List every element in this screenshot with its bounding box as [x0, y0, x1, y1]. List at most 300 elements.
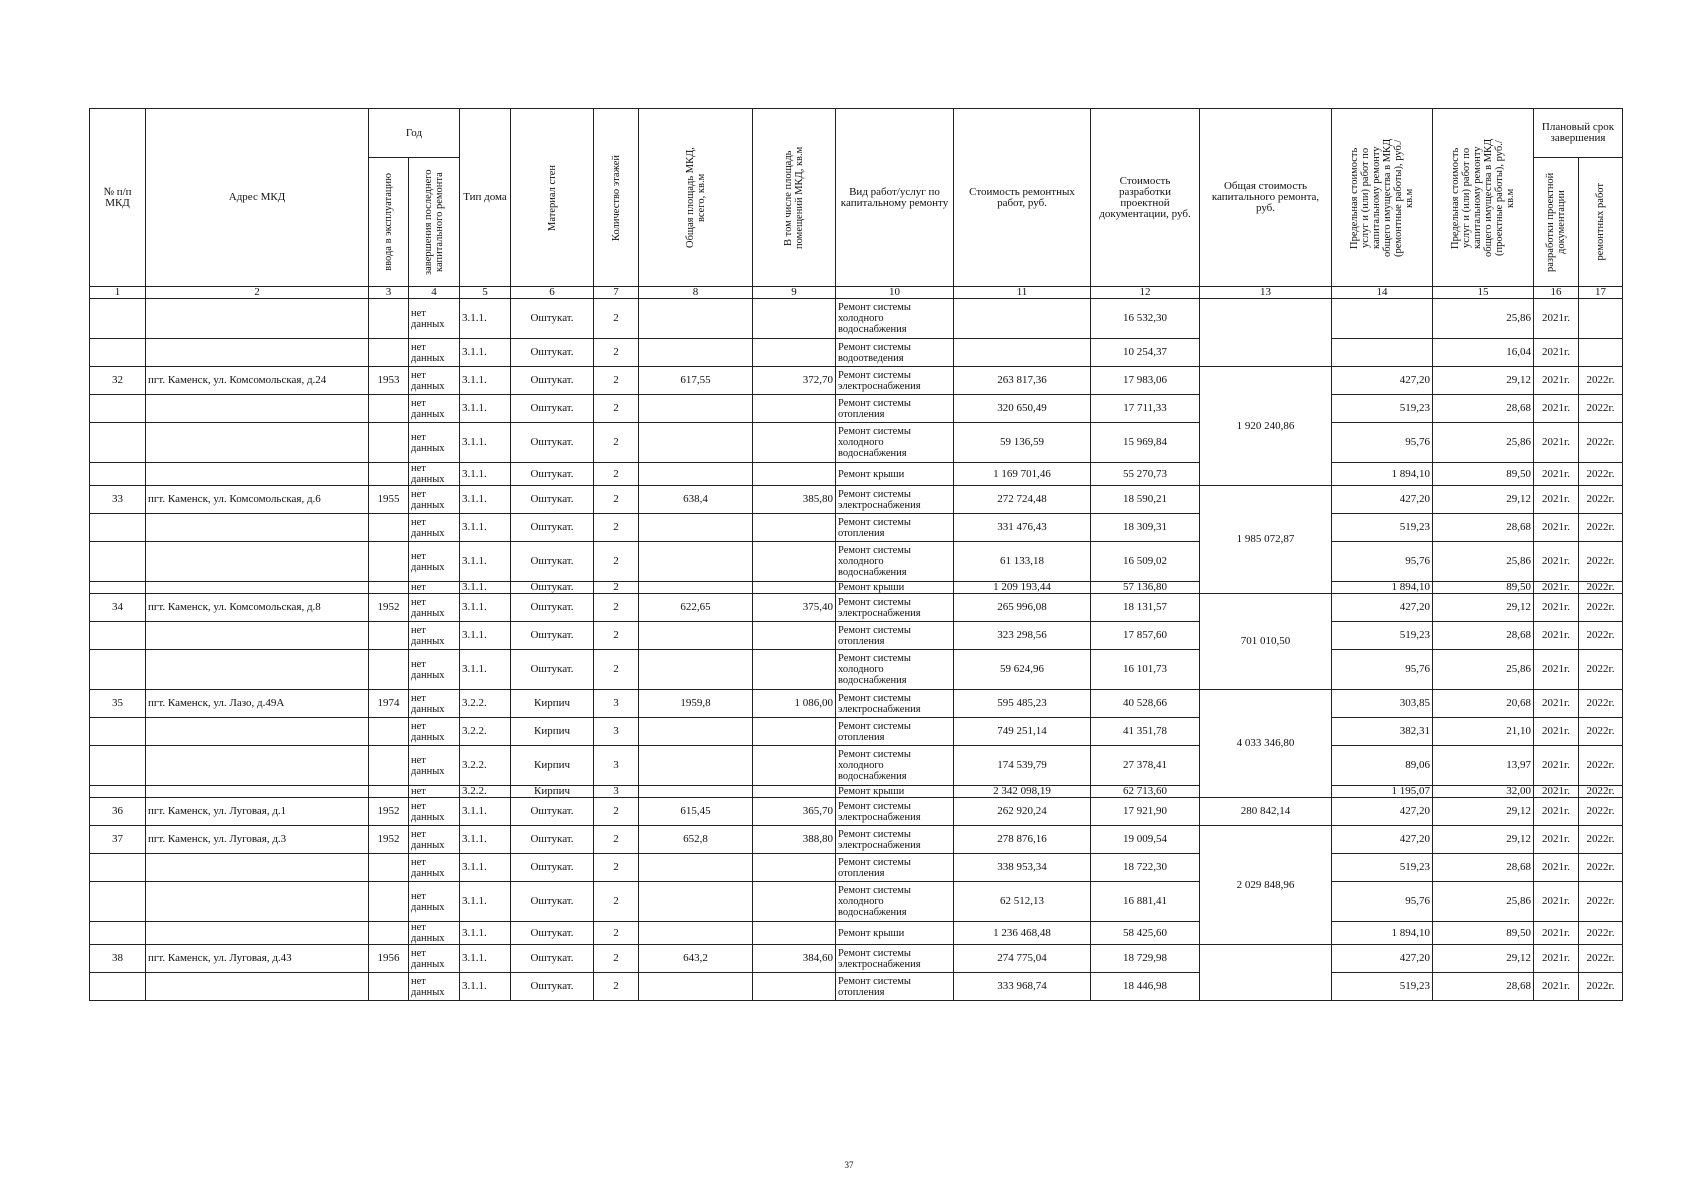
table-header — [90, 109, 1623, 299]
cell-floors: 2 — [594, 299, 639, 339]
cell-floors: 2 — [594, 622, 639, 650]
cell-design-cost: 57 136,80 — [1091, 582, 1200, 594]
cell-design-cost: 16 509,02 — [1091, 542, 1200, 582]
cell-limit-repair: 519,23 — [1332, 622, 1433, 650]
cell-repair-cost: 278 876,16 — [954, 826, 1091, 854]
cell-premises-area — [753, 922, 836, 945]
cell-mkd-number — [90, 463, 146, 486]
cell-limit-repair: 1 894,10 — [1332, 922, 1433, 945]
cell-repair-cost: 323 298,56 — [954, 622, 1091, 650]
cell-commissioning-year — [369, 542, 409, 582]
table-row — [90, 690, 1623, 718]
column-number-cell: 8 — [639, 287, 753, 299]
cell-address — [146, 973, 369, 1001]
cell-total-area — [639, 650, 753, 690]
cell-premises-area — [753, 395, 836, 423]
cell-premises-area: 365,70 — [753, 798, 836, 826]
cell-repair-cost: 1 209 193,44 — [954, 582, 1091, 594]
header-plan-repair-text: ремонтных работ — [1595, 183, 1606, 261]
cell-work-type: Ремонт системы холодного водоснабжения — [836, 423, 954, 463]
cell-premises-area: 1 086,00 — [753, 690, 836, 718]
cell-work-type: Ремонт системы электроснабжения — [836, 798, 954, 826]
cell-limit-design: 25,86 — [1433, 542, 1534, 582]
cell-repair-cost: 272 724,48 — [954, 486, 1091, 514]
cell-total-cost: 701 010,50 — [1200, 594, 1332, 690]
cell-total-cost — [1200, 299, 1332, 367]
cell-house-type: 3.2.2. — [460, 690, 511, 718]
cell-total-area: 643,2 — [639, 945, 753, 973]
cell-address — [146, 622, 369, 650]
cell-address — [146, 299, 369, 339]
table-row — [90, 367, 1623, 395]
cell-plan-design: 2021г. — [1534, 423, 1579, 463]
cell-last-repair: нет — [409, 582, 460, 594]
cell-limit-design: 32,00 — [1433, 786, 1534, 798]
column-number-cell: 11 — [954, 287, 1091, 299]
cell-design-cost: 27 378,41 — [1091, 746, 1200, 786]
cell-repair-cost: 61 133,18 — [954, 542, 1091, 582]
cell-repair-cost: 62 512,13 — [954, 882, 1091, 922]
cell-last-repair: нет данных — [409, 463, 460, 486]
header-year-group: Год — [369, 109, 460, 158]
cell-premises-area — [753, 786, 836, 798]
cell-wall-material: Оштукат. — [511, 622, 594, 650]
cell-commissioning-year: 1953 — [369, 367, 409, 395]
cell-limit-design: 28,68 — [1433, 622, 1534, 650]
cell-repair-cost: 263 817,36 — [954, 367, 1091, 395]
cell-mkd-number — [90, 395, 146, 423]
header-number: № п/п МКД — [90, 109, 146, 287]
cell-repair-cost: 174 539,79 — [954, 746, 1091, 786]
cell-plan-repair: 2022г. — [1579, 594, 1623, 622]
cell-last-repair: нет данных — [409, 690, 460, 718]
cell-commissioning-year — [369, 582, 409, 594]
cell-plan-repair — [1579, 299, 1623, 339]
cell-repair-cost: 59 624,96 — [954, 650, 1091, 690]
cell-limit-repair — [1332, 339, 1433, 367]
cell-floors: 2 — [594, 542, 639, 582]
cell-last-repair: нет данных — [409, 486, 460, 514]
table-row — [90, 922, 1623, 945]
cell-limit-repair: 303,85 — [1332, 690, 1433, 718]
table-row — [90, 854, 1623, 882]
cell-work-type: Ремонт системы отопления — [836, 718, 954, 746]
cell-house-type: 3.1.1. — [460, 798, 511, 826]
header-last-repair-year-text: завершения последнего капитального ремонта — [423, 169, 445, 275]
cell-last-repair: нет данных — [409, 973, 460, 1001]
cell-last-repair: нет данных — [409, 854, 460, 882]
cell-work-type: Ремонт системы электроснабжения — [836, 826, 954, 854]
cell-address: пгт. Каменск, ул. Луговая, д.43 — [146, 945, 369, 973]
header-repair-cost: Стоимость ремонтных работ, руб. — [954, 109, 1091, 287]
cell-limit-design: 89,50 — [1433, 922, 1534, 945]
cell-premises-area — [753, 339, 836, 367]
cell-plan-repair: 2022г. — [1579, 582, 1623, 594]
column-number-cell: 3 — [369, 287, 409, 299]
cell-limit-repair: 519,23 — [1332, 514, 1433, 542]
cell-work-type: Ремонт системы холодного водоснабжения — [836, 542, 954, 582]
cell-repair-cost: 331 476,43 — [954, 514, 1091, 542]
cell-last-repair: нет данных — [409, 945, 460, 973]
cell-commissioning-year — [369, 395, 409, 423]
header-limit-repair-text: Предельная стоимость услуг и (или) работ по капитальному ремонту общего имущества в МКД (ремонтные работы), руб./кв.м — [1349, 138, 1415, 257]
cell-repair-cost — [954, 339, 1091, 367]
header-wall-material — [511, 109, 594, 287]
cell-floors: 3 — [594, 690, 639, 718]
cell-plan-design: 2021г. — [1534, 786, 1579, 798]
cell-plan-repair: 2022г. — [1579, 854, 1623, 882]
cell-wall-material: Кирпич — [511, 746, 594, 786]
cell-plan-design: 2021г. — [1534, 542, 1579, 582]
cell-wall-material: Оштукат. — [511, 542, 594, 582]
cell-limit-repair: 427,20 — [1332, 826, 1433, 854]
cell-work-type: Ремонт системы холодного водоснабжения — [836, 882, 954, 922]
cell-design-cost: 18 590,21 — [1091, 486, 1200, 514]
cell-limit-repair: 519,23 — [1332, 854, 1433, 882]
cell-design-cost: 19 009,54 — [1091, 826, 1200, 854]
cell-address — [146, 582, 369, 594]
cell-wall-material: Кирпич — [511, 718, 594, 746]
cell-commissioning-year — [369, 786, 409, 798]
cell-limit-repair: 95,76 — [1332, 650, 1433, 690]
cell-last-repair: нет — [409, 786, 460, 798]
cell-design-cost: 15 969,84 — [1091, 423, 1200, 463]
cell-house-type: 3.1.1. — [460, 622, 511, 650]
cell-limit-repair: 95,76 — [1332, 423, 1433, 463]
cell-plan-design: 2021г. — [1534, 395, 1579, 423]
cell-limit-repair: 382,31 — [1332, 718, 1433, 746]
cell-plan-design: 2021г. — [1534, 339, 1579, 367]
cell-plan-repair: 2022г. — [1579, 945, 1623, 973]
cell-mkd-number — [90, 854, 146, 882]
cell-plan-design: 2021г. — [1534, 826, 1579, 854]
column-number-cell: 12 — [1091, 287, 1200, 299]
cell-design-cost: 58 425,60 — [1091, 922, 1200, 945]
cell-premises-area: 372,70 — [753, 367, 836, 395]
cell-total-area: 652,8 — [639, 826, 753, 854]
column-number-cell: 6 — [511, 287, 594, 299]
table-row — [90, 718, 1623, 746]
cell-house-type: 3.1.1. — [460, 650, 511, 690]
cell-floors: 2 — [594, 826, 639, 854]
cell-plan-repair: 2022г. — [1579, 423, 1623, 463]
cell-total-area: 622,65 — [639, 594, 753, 622]
table-row — [90, 798, 1623, 826]
cell-plan-repair: 2022г. — [1579, 542, 1623, 582]
cell-plan-design: 2021г. — [1534, 594, 1579, 622]
cell-plan-repair: 2022г. — [1579, 690, 1623, 718]
cell-plan-repair: 2022г. — [1579, 718, 1623, 746]
cell-work-type: Ремонт системы электроснабжения — [836, 594, 954, 622]
table-row — [90, 650, 1623, 690]
cell-work-type: Ремонт системы отопления — [836, 622, 954, 650]
cell-house-type: 3.1.1. — [460, 922, 511, 945]
cell-limit-design: 16,04 — [1433, 339, 1534, 367]
cell-commissioning-year — [369, 650, 409, 690]
cell-design-cost: 17 711,33 — [1091, 395, 1200, 423]
cell-mkd-number — [90, 786, 146, 798]
cell-premises-area — [753, 463, 836, 486]
cell-house-type: 3.1.1. — [460, 582, 511, 594]
header-limit-design — [1433, 109, 1534, 287]
cell-floors: 2 — [594, 367, 639, 395]
cell-address — [146, 463, 369, 486]
cell-house-type: 3.2.2. — [460, 786, 511, 798]
cell-plan-design: 2021г. — [1534, 582, 1579, 594]
cell-address — [146, 542, 369, 582]
cell-floors: 2 — [594, 339, 639, 367]
cell-premises-area — [753, 973, 836, 1001]
table-row — [90, 514, 1623, 542]
cell-plan-repair: 2022г. — [1579, 650, 1623, 690]
cell-last-repair: нет данных — [409, 594, 460, 622]
cell-limit-design: 25,86 — [1433, 423, 1534, 463]
cell-mkd-number — [90, 299, 146, 339]
cell-floors: 2 — [594, 486, 639, 514]
cell-commissioning-year — [369, 514, 409, 542]
cell-house-type: 3.1.1. — [460, 945, 511, 973]
cell-mkd-number — [90, 622, 146, 650]
cell-commissioning-year — [369, 622, 409, 650]
cell-design-cost: 18 722,30 — [1091, 854, 1200, 882]
column-number-cell: 4 — [409, 287, 460, 299]
cell-commissioning-year — [369, 854, 409, 882]
cell-total-area: 638,4 — [639, 486, 753, 514]
table-row — [90, 423, 1623, 463]
cell-house-type: 3.1.1. — [460, 542, 511, 582]
cell-design-cost: 16 881,41 — [1091, 882, 1200, 922]
cell-design-cost: 18 131,57 — [1091, 594, 1200, 622]
cell-total-cost: 2 029 848,96 — [1200, 826, 1332, 945]
cell-commissioning-year: 1952 — [369, 594, 409, 622]
cell-total-area: 617,55 — [639, 367, 753, 395]
cell-work-type: Ремонт системы холодного водоснабжения — [836, 299, 954, 339]
table-row — [90, 463, 1623, 486]
cell-total-cost: 1 985 072,87 — [1200, 486, 1332, 594]
cell-limit-design: 29,12 — [1433, 486, 1534, 514]
cell-premises-area — [753, 299, 836, 339]
cell-work-type: Ремонт крыши — [836, 463, 954, 486]
cell-last-repair: нет данных — [409, 367, 460, 395]
cell-commissioning-year — [369, 882, 409, 922]
cell-work-type: Ремонт системы отопления — [836, 514, 954, 542]
cell-limit-design: 29,12 — [1433, 367, 1534, 395]
cell-plan-design: 2021г. — [1534, 463, 1579, 486]
cell-floors: 2 — [594, 582, 639, 594]
cell-floors: 2 — [594, 945, 639, 973]
cell-wall-material: Оштукат. — [511, 882, 594, 922]
cell-plan-repair — [1579, 339, 1623, 367]
cell-repair-cost: 1 169 701,46 — [954, 463, 1091, 486]
cell-premises-area — [753, 650, 836, 690]
column-number-cell: 14 — [1332, 287, 1433, 299]
cell-mkd-number: 33 — [90, 486, 146, 514]
cell-commissioning-year: 1955 — [369, 486, 409, 514]
cell-last-repair: нет данных — [409, 423, 460, 463]
cell-wall-material: Кирпич — [511, 786, 594, 798]
cell-address: пгт. Каменск, ул. Комсомольская, д.8 — [146, 594, 369, 622]
header-limit-repair — [1332, 109, 1433, 287]
header-limit-design-text: Предельная стоимость услуг и (или) работ по капитальному ремонту общего имущества в МКД (проектные работы), руб./кв.м — [1450, 138, 1516, 257]
cell-plan-design: 2021г. — [1534, 299, 1579, 339]
column-number-cell: 13 — [1200, 287, 1332, 299]
cell-house-type: 3.1.1. — [460, 882, 511, 922]
cell-mkd-number — [90, 650, 146, 690]
cell-floors: 2 — [594, 798, 639, 826]
cell-address — [146, 339, 369, 367]
cell-design-cost: 10 254,37 — [1091, 339, 1200, 367]
cell-repair-cost: 59 136,59 — [954, 423, 1091, 463]
cell-limit-design: 20,68 — [1433, 690, 1534, 718]
cell-last-repair: нет данных — [409, 798, 460, 826]
cell-total-cost — [1200, 945, 1332, 1001]
cell-limit-repair: 1 894,10 — [1332, 582, 1433, 594]
cell-floors: 3 — [594, 746, 639, 786]
cell-wall-material: Оштукат. — [511, 339, 594, 367]
table-row — [90, 542, 1623, 582]
cell-plan-design: 2021г. — [1534, 486, 1579, 514]
cell-floors: 2 — [594, 854, 639, 882]
cell-last-repair: нет данных — [409, 826, 460, 854]
cell-wall-material: Оштукат. — [511, 798, 594, 826]
cell-last-repair: нет данных — [409, 542, 460, 582]
cell-commissioning-year — [369, 973, 409, 1001]
cell-plan-repair: 2022г. — [1579, 973, 1623, 1001]
cell-wall-material: Оштукат. — [511, 395, 594, 423]
cell-limit-repair: 427,20 — [1332, 945, 1433, 973]
table-row — [90, 622, 1623, 650]
page-number: 37 — [844, 1160, 854, 1170]
cell-plan-design: 2021г. — [1534, 945, 1579, 973]
cell-premises-area — [753, 746, 836, 786]
cell-limit-repair: 427,20 — [1332, 367, 1433, 395]
column-number-cell: 17 — [1579, 287, 1623, 299]
cell-design-cost: 16 101,73 — [1091, 650, 1200, 690]
cell-work-type: Ремонт системы отопления — [836, 854, 954, 882]
cell-last-repair: нет данных — [409, 922, 460, 945]
cell-commissioning-year — [369, 339, 409, 367]
cell-repair-cost: 262 920,24 — [954, 798, 1091, 826]
cell-total-cost: 1 920 240,86 — [1200, 367, 1332, 486]
cell-last-repair: нет данных — [409, 514, 460, 542]
cell-mkd-number: 38 — [90, 945, 146, 973]
header-commissioning-year-text: ввода в эксплуатацию — [383, 173, 394, 271]
cell-floors: 2 — [594, 973, 639, 1001]
cell-total-area — [639, 339, 753, 367]
cell-premises-area: 384,60 — [753, 945, 836, 973]
cell-commissioning-year: 1952 — [369, 826, 409, 854]
header-plan-design — [1534, 158, 1579, 287]
cell-last-repair: нет данных — [409, 650, 460, 690]
cell-design-cost: 40 528,66 — [1091, 690, 1200, 718]
cell-plan-design: 2021г. — [1534, 746, 1579, 786]
cell-premises-area — [753, 882, 836, 922]
cell-repair-cost: 274 775,04 — [954, 945, 1091, 973]
cell-wall-material: Оштукат. — [511, 514, 594, 542]
cell-commissioning-year — [369, 299, 409, 339]
cell-plan-design: 2021г. — [1534, 854, 1579, 882]
cell-mkd-number: 35 — [90, 690, 146, 718]
capital-repair-table — [89, 108, 1623, 1001]
table-row — [90, 973, 1623, 1001]
cell-mkd-number: 32 — [90, 367, 146, 395]
cell-address — [146, 650, 369, 690]
cell-total-area — [639, 395, 753, 423]
table-row — [90, 594, 1623, 622]
cell-repair-cost: 333 968,74 — [954, 973, 1091, 1001]
cell-work-type: Ремонт системы холодного водоснабжения — [836, 650, 954, 690]
cell-plan-design: 2021г. — [1534, 882, 1579, 922]
cell-premises-area — [753, 718, 836, 746]
table-row — [90, 882, 1623, 922]
header-work-type: Вид работ/услуг по капитальному ремонту — [836, 109, 954, 287]
column-number-row — [90, 287, 1623, 299]
cell-repair-cost: 595 485,23 — [954, 690, 1091, 718]
cell-floors: 2 — [594, 423, 639, 463]
column-number-cell: 10 — [836, 287, 954, 299]
cell-house-type: 3.1.1. — [460, 514, 511, 542]
cell-last-repair: нет данных — [409, 395, 460, 423]
cell-work-type: Ремонт крыши — [836, 786, 954, 798]
cell-floors: 3 — [594, 718, 639, 746]
cell-address — [146, 395, 369, 423]
cell-plan-repair: 2022г. — [1579, 746, 1623, 786]
cell-plan-design: 2021г. — [1534, 973, 1579, 1001]
cell-repair-cost — [954, 299, 1091, 339]
cell-mkd-number — [90, 582, 146, 594]
cell-address — [146, 718, 369, 746]
cell-work-type: Ремонт крыши — [836, 582, 954, 594]
cell-wall-material: Оштукат. — [511, 826, 594, 854]
cell-last-repair: нет данных — [409, 299, 460, 339]
cell-limit-design: 25,86 — [1433, 650, 1534, 690]
cell-plan-design: 2021г. — [1534, 690, 1579, 718]
cell-work-type: Ремонт системы электроснабжения — [836, 945, 954, 973]
cell-house-type: 3.2.2. — [460, 718, 511, 746]
cell-work-type: Ремонт системы электроснабжения — [836, 486, 954, 514]
column-number-cell: 9 — [753, 287, 836, 299]
cell-repair-cost: 320 650,49 — [954, 395, 1091, 423]
cell-wall-material: Оштукат. — [511, 973, 594, 1001]
cell-limit-design: 28,68 — [1433, 854, 1534, 882]
cell-repair-cost: 1 236 468,48 — [954, 922, 1091, 945]
table-row — [90, 299, 1623, 339]
cell-total-area — [639, 973, 753, 1001]
header-floors — [594, 109, 639, 287]
table-row — [90, 486, 1623, 514]
cell-last-repair: нет данных — [409, 718, 460, 746]
header-address: Адрес МКД — [146, 109, 369, 287]
cell-house-type: 3.1.1. — [460, 299, 511, 339]
header-wall-material-text: Материал стен — [546, 164, 558, 231]
cell-plan-design: 2021г. — [1534, 650, 1579, 690]
cell-address: пгт. Каменск, ул. Комсомольская, д.24 — [146, 367, 369, 395]
header-last-repair-year — [409, 158, 460, 287]
cell-total-area — [639, 746, 753, 786]
cell-total-area — [639, 299, 753, 339]
cell-total-area — [639, 542, 753, 582]
cell-house-type: 3.1.1. — [460, 395, 511, 423]
cell-limit-repair: 89,06 — [1332, 746, 1433, 786]
cell-repair-cost: 749 251,14 — [954, 718, 1091, 746]
cell-plan-design: 2021г. — [1534, 798, 1579, 826]
header-total-area-text: Общая площадь МКД, всего, кв.м — [684, 147, 707, 248]
cell-design-cost: 41 351,78 — [1091, 718, 1200, 746]
table-row — [90, 582, 1623, 594]
cell-house-type: 3.2.2. — [460, 746, 511, 786]
table-row — [90, 746, 1623, 786]
cell-address — [146, 854, 369, 882]
